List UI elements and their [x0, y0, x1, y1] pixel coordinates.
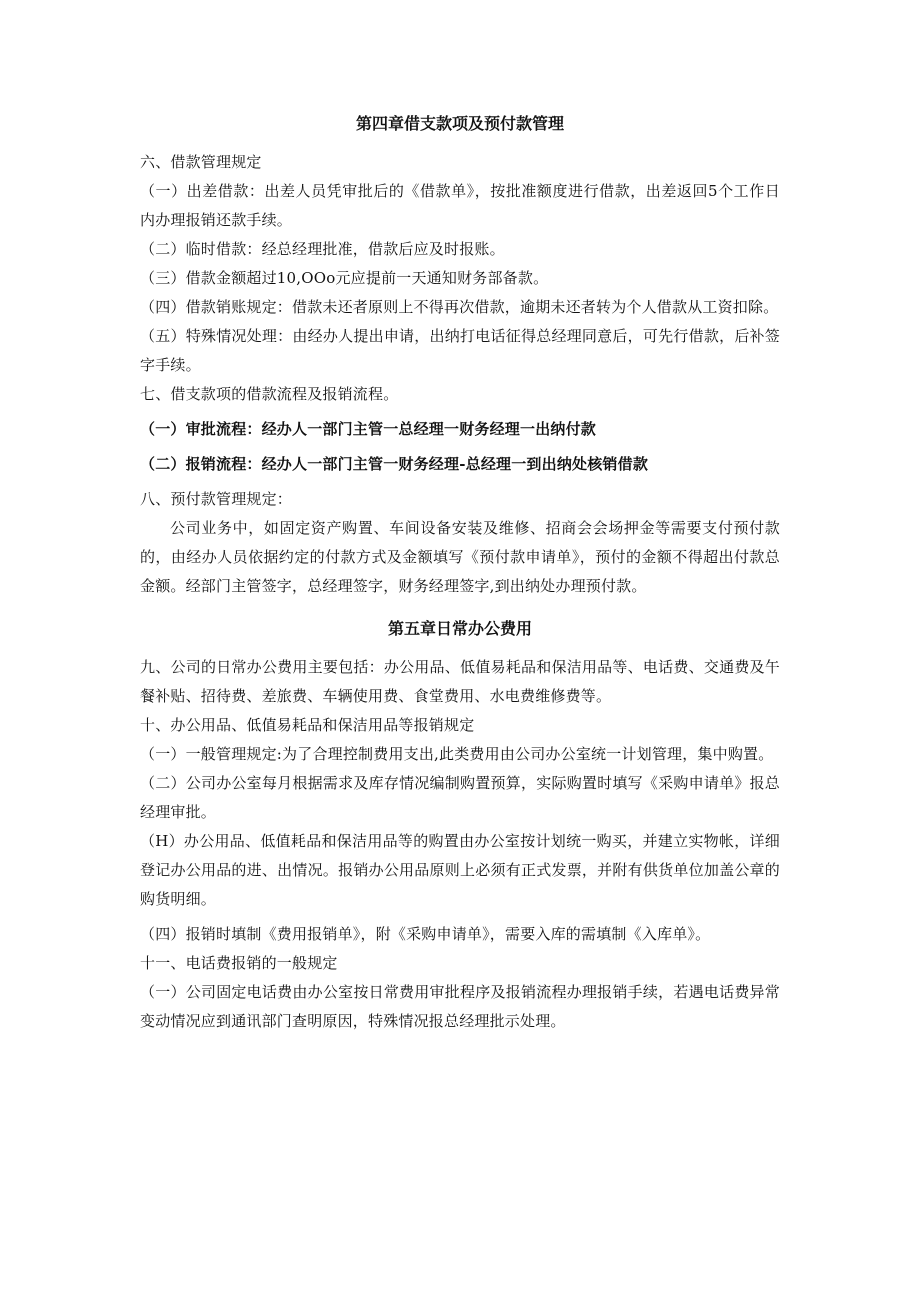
sec11-title: 十一、电话费报销的一般规定 — [140, 954, 338, 972]
sec9-body: 九、公司的日常办公费用主要包括：办公用品、低值易耗品和保洁用品等、电话费、交通费及午餐补贴、招待费、差旅费、车辆使用费、食堂费用、水电费维修费等。 — [140, 658, 780, 705]
sec6-item-2: （二）临时借款：经总经理批准，借款后应及时报账。 — [140, 240, 505, 258]
sec10-item-2: （二）公司办公室每月根据需求及库存情况编制购置预算，实际购置时填写《采购申请单》报总经理审批。 — [140, 774, 780, 821]
sec11-item-1: （一）公司固定电话费由办公室按日常费用审批程序及报销流程办理报销手续，若遇电话费异常变动情况应到通讯部门查明原因，特殊情况报总经理批示处理。 — [140, 983, 780, 1030]
sec8-title: 八、预付款管理规定： — [140, 490, 293, 508]
sec6-item-4: （四）借款销账规定：借款未还者原则上不得再次借款，逾期未还者转为个人借款从工资扣除。 — [140, 298, 779, 316]
document-page — [140, 110, 780, 1036]
sec10-item-1: （一）一般管理规定:为了合理控制费用支出,此类费用由公司办公室统一计划管理，集中购置。 — [140, 745, 774, 763]
sec6-item-5: （五）特殊情况处理：由经办人提出申请，出纳打电话征得总经理同意后，可先行借款，后补签字手续。 — [140, 327, 780, 374]
sec10-item-3: （H）办公用品、低值耗品和保洁用品等的购置由办公室按计划统一购买，并建立实物帐，详细登记办公用品的进、出情况。报销办公用品原则上必须有正式发票，并附有供货单位加盖公章的购货明细。 — [140, 832, 780, 908]
sec6-item-1: （一）出差借款：出差人员凭审批后的《借款单》，按批准额度进行借款，出差返回5个工作日内办理报销还款手续。 — [140, 182, 780, 229]
sec8-body: 公司业务中，如固定资产购置、车间设备安装及维修、招商会会场押金等需要支付预付款的，由经办人员依据约定的付款方式及金额填写《预付款申请单》，预付的金额不得超出付款总金额。经部门主管签字，总经理签字，财务经理签字,到出纳处办理预付款。 — [140, 519, 780, 595]
sec7-reimbursement-flow: （二）报销流程：经办人一部门主管一财务经理-总经理一到出纳处核销借款 — [140, 455, 649, 473]
sec10-title: 十、办公用品、低值易耗品和保洁用品等报销规定 — [140, 716, 475, 734]
sec10-item-4: （四）报销时填制《费用报销单》，附《采购申请单》，需要入库的需填制《入库单》。 — [140, 925, 711, 943]
chapter4-heading: 第四章借支款项及预付款管理 — [355, 114, 564, 133]
sec6-item-3: （三）借款金额超过10,OOo元应提前一天通知财务部备款。 — [140, 269, 549, 287]
sec6-title: 六、借款管理规定 — [140, 153, 262, 171]
sec7-title: 七、借支款项的借款流程及报销流程。 — [140, 385, 399, 403]
sec7-approval-flow: （一）审批流程：经办人一部门主管一总经理一财务经理一出纳付款 — [140, 420, 597, 438]
chapter5-heading: 第五章日常办公费用 — [387, 619, 532, 638]
